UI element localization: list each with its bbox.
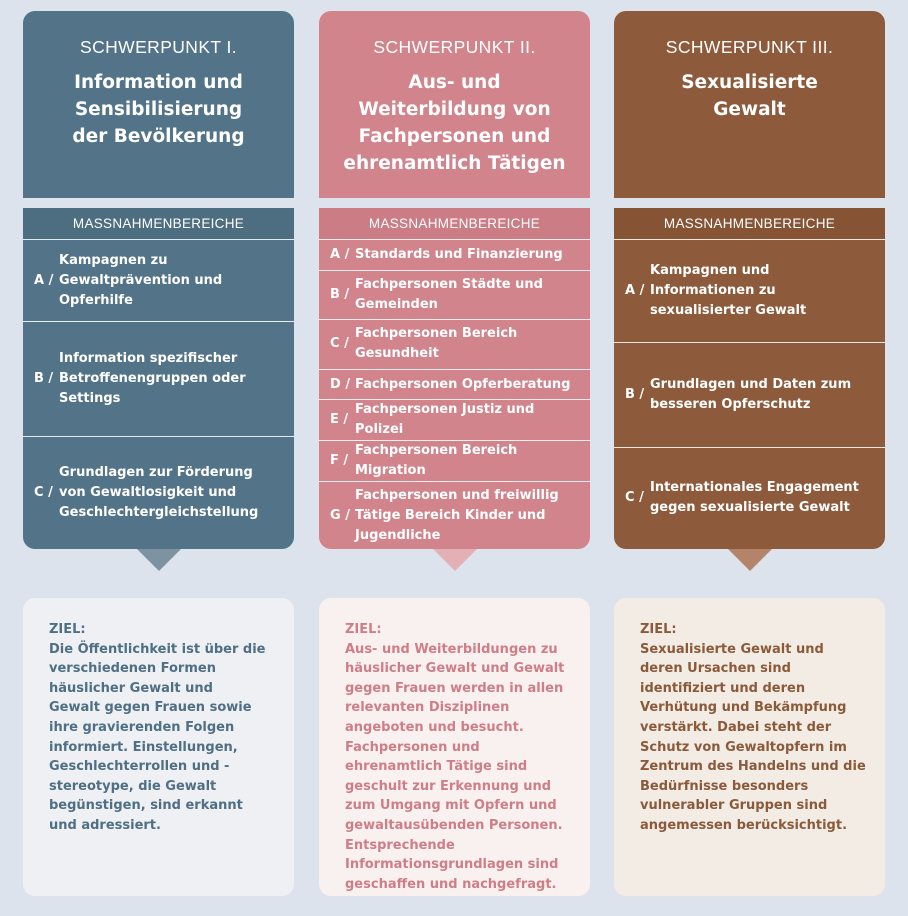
goal-label: ZIEL: [345, 622, 382, 637]
measure-item [319, 369, 590, 400]
measure-letter: D / [330, 376, 351, 392]
pillar-3-measures-header: MASSNAHMENBEREICHE [614, 208, 885, 239]
measure-text: Fachpersonen Opferberatung [355, 376, 571, 392]
measure-text: Fachpersonen Justiz und Polizei [355, 402, 535, 438]
measure-text: Information spezifischer Betroffenengruppen oder Settings [59, 351, 246, 407]
measure-letter: F / [330, 453, 349, 469]
pillar-1-measures [23, 208, 294, 549]
measure-item [319, 440, 590, 481]
measure-text: Grundlagen und Daten zum besseren Opferschutz [650, 376, 852, 412]
goal-label: ZIEL: [49, 622, 86, 637]
measure-text: Fachpersonen Bereich Gesundheit [355, 326, 518, 362]
measure-text: Kampagnen und Informationen zu sexualisierter Gewalt [650, 263, 807, 319]
goal-label: ZIEL: [640, 622, 677, 637]
pillar-2-title: Aus- und Weiterbildung von Fachpersonen und ehrenamtlich Tätigen [343, 72, 566, 174]
goal-text: Sexualisierte Gewalt und deren Ursachen sind identifiziert und deren Verhütung und Bekämpfung verstärkt. Dabei steht der Schutz von Gewaltopfern im Zentrum des Handelns und die Bedürfnisse besonders vulnerabler Gruppen sind angemessen berücksichtigt. [640, 641, 866, 833]
goal-box-1 [23, 598, 294, 896]
measure-text: Grundlagen zur Förderung von Gewaltlosigkeit und Geschlechtergleichstellung [59, 464, 259, 520]
measure-letter: C / [34, 484, 53, 500]
measure-letter: B / [34, 371, 54, 387]
measure-item [319, 270, 590, 319]
pillar-1-measures-header: MASSNAHMENBEREICHE [23, 208, 294, 239]
pointer-arrow-icon [137, 549, 181, 571]
pillar-1-kicker: SCHWERPUNKT I. [80, 37, 237, 57]
pointer-arrow-icon [433, 549, 477, 571]
pointer-arrow-icon [728, 549, 772, 571]
pillar-2-kicker: SCHWERPUNKT II. [373, 37, 536, 57]
measure-item [23, 239, 294, 321]
measure-item [614, 447, 885, 549]
measure-letter: C / [625, 490, 644, 506]
goal-text: Die Öffentlichkeit ist über die verschiedenen Formen häuslicher Gewalt und Gewalt gegen Frauen sowie ihre gravierenden Folgen informiert. Einstellungen, Geschlechterrollen und -stereotype, die Gewalt begünstigen, sind erkannt und adressiert. [49, 641, 266, 833]
measure-item [319, 319, 590, 369]
pillar-3-header [614, 11, 885, 198]
goal-box-3 [614, 598, 885, 896]
measure-text: Kampagnen zu Gewaltprävention und Opferhilfe [59, 252, 223, 308]
measure-letter: A / [625, 283, 645, 299]
pillar-1 [23, 11, 294, 571]
pillar-3-measures [614, 208, 885, 549]
measure-text: Standards und Finanzierung [355, 246, 563, 262]
measure-letter: B / [625, 386, 645, 402]
measure-text: Fachpersonen und freiwillig Tätige Bereich Kinder und Jugendliche [355, 487, 559, 543]
measure-letter: E / [330, 412, 349, 428]
goal-text: Aus- und Weiterbildungen zu häuslicher Gewalt und Gewalt gegen Frauen werden in allen relevanten Disziplinen angeboten und besucht. Fachpersonen und ehrenamtlich Tätige sind geschult zur Erkennung und zum Umgang mit Opfern und gewaltausübenden Personen. Entsprechende Informationsgrundlagen sind geschaffen und nachgefragt. [345, 641, 565, 892]
pillar-1-title: Information und Sensibilisierung der Bevölkerung [72, 72, 245, 147]
pillar-1-header [23, 11, 294, 198]
pillar-3 [614, 11, 885, 571]
measure-item [614, 239, 885, 342]
goal-box-2 [319, 598, 590, 896]
measure-text: Internationales Engagement gegen sexualisierte Gewalt [650, 480, 859, 516]
measure-letter: B / [330, 286, 350, 302]
measure-item [319, 481, 590, 549]
measure-letter: A / [34, 272, 54, 288]
pillar-2-measures-header: MASSNAHMENBEREICHE [319, 208, 590, 239]
pillar-2-header [319, 11, 590, 198]
measure-letter: G / [330, 507, 350, 523]
measure-item [319, 399, 590, 440]
measure-item [23, 321, 294, 435]
measure-text: Fachpersonen Bereich Migration [355, 443, 518, 479]
pillar-3-title: Sexualisierte Gewalt [681, 72, 818, 120]
measure-item [23, 436, 294, 549]
measure-item [319, 239, 590, 270]
pillar-2 [319, 11, 590, 571]
measure-letter: A / [330, 246, 350, 262]
pillar-3-kicker: SCHWERPUNKT III. [665, 37, 834, 57]
pillar-2-measures [319, 208, 590, 549]
measure-item [614, 342, 885, 446]
measure-letter: C / [330, 336, 349, 352]
measure-text: Fachpersonen Städte und Gemeinden [355, 276, 543, 312]
